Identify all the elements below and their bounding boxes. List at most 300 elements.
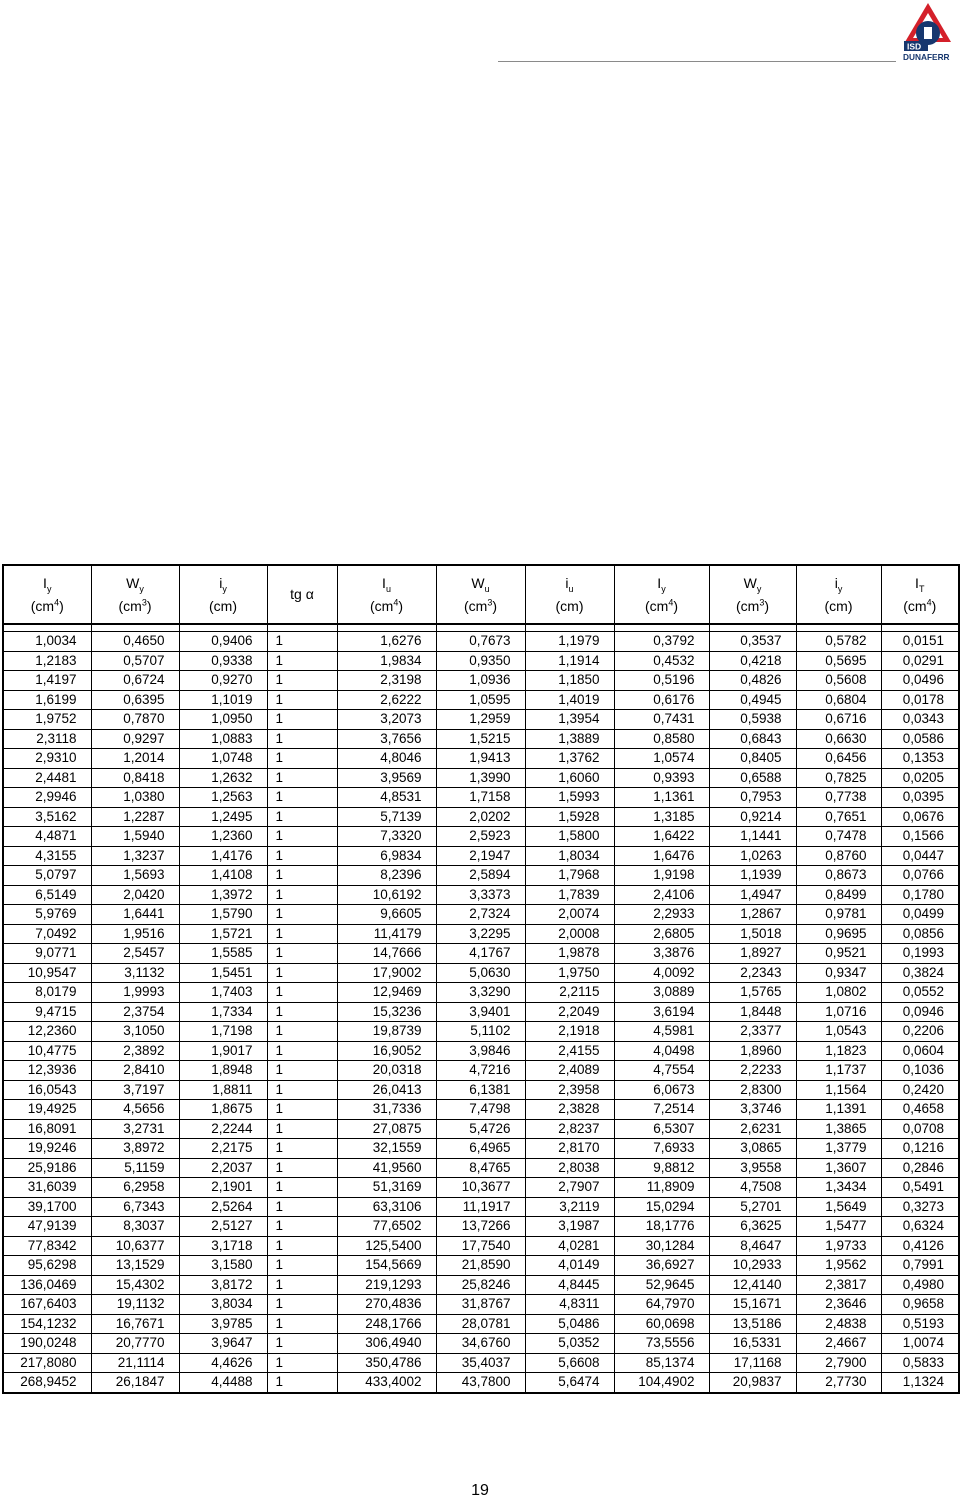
- table-row: [3, 749, 959, 769]
- table-cell: 2,5127: [179, 1217, 267, 1237]
- table-cell: 0,8673: [796, 866, 881, 886]
- table-cell: 1,9834: [337, 651, 436, 671]
- table-cell: 5,0797: [3, 866, 91, 886]
- table-cell: 1,1914: [525, 651, 614, 671]
- table-cell: 1: [267, 846, 337, 866]
- table-row: [3, 671, 959, 691]
- table-cell: 1: [267, 1334, 337, 1354]
- table-cell: 2,3754: [91, 1002, 179, 1022]
- table-row: [3, 1061, 959, 1081]
- table-cell: 1: [267, 1178, 337, 1198]
- table-cell: 0,0343: [881, 710, 959, 730]
- table-cell: 8,4647: [709, 1236, 796, 1256]
- table-cell: 1,6199: [3, 690, 91, 710]
- column-symbol: $I_T$: [915, 575, 925, 594]
- table-cell: 64,7970: [614, 1295, 709, 1315]
- table-cell: 10,2933: [709, 1256, 796, 1276]
- table-row: [3, 1295, 959, 1315]
- table-cell: 6,2958: [91, 1178, 179, 1198]
- column-symbol: $i_u$: [565, 575, 574, 594]
- table-row: [3, 1256, 959, 1276]
- table-row: [3, 924, 959, 944]
- table-cell: 19,1132: [91, 1295, 179, 1315]
- table-cell: 5,4726: [436, 1119, 525, 1139]
- table-cell: 5,9769: [3, 905, 91, 925]
- table-cell: 4,8046: [337, 749, 436, 769]
- table-cell: 12,2360: [3, 1022, 91, 1042]
- table-cell: 34,6760: [436, 1334, 525, 1354]
- table-cell: 2,2244: [179, 1119, 267, 1139]
- table-cell: 1,3185: [614, 807, 709, 827]
- table-cell: 1: [267, 1275, 337, 1295]
- column-header: [525, 565, 614, 624]
- table-cell: 350,4786: [337, 1353, 436, 1373]
- table-cell: 0,1353: [881, 749, 959, 769]
- table-cell: 2,4667: [796, 1334, 881, 1354]
- table-cell: 3,2295: [436, 924, 525, 944]
- table-cell: 2,4089: [525, 1061, 614, 1081]
- table-cell: 13,1529: [91, 1256, 179, 1276]
- table-row: [3, 1041, 959, 1061]
- column-unit: (cm): [209, 597, 237, 614]
- table-cell: 1,3889: [525, 729, 614, 749]
- table-cell: 5,6608: [525, 1353, 614, 1373]
- table-cell: 0,5938: [709, 710, 796, 730]
- table-cell: 2,7324: [436, 905, 525, 925]
- table-cell: 5,7139: [337, 807, 436, 827]
- table-cell: 3,8972: [91, 1139, 179, 1159]
- table-cell: 0,7825: [796, 768, 881, 788]
- table-cell: 1: [267, 827, 337, 847]
- table-cell: 0,9350: [436, 651, 525, 671]
- table-cell: 95,6298: [3, 1256, 91, 1276]
- table-cell: 1: [267, 1236, 337, 1256]
- table-cell: 0,9393: [614, 768, 709, 788]
- table-cell: 1: [267, 807, 337, 827]
- header-rule: [498, 61, 896, 62]
- table-row: [3, 905, 959, 925]
- table-cell: 154,1232: [3, 1314, 91, 1334]
- table-row: [3, 1100, 959, 1120]
- table-cell: 0,7431: [614, 710, 709, 730]
- table-cell: 3,9401: [436, 1002, 525, 1022]
- table-cell: 0,5833: [881, 1353, 959, 1373]
- table-cell: 0,5707: [91, 651, 179, 671]
- table-cell: 5,0486: [525, 1314, 614, 1334]
- table-cell: 0,0395: [881, 788, 959, 808]
- table-cell: 1,9516: [91, 924, 179, 944]
- table-cell: 15,1671: [709, 1295, 796, 1315]
- table-cell: 3,8034: [179, 1295, 267, 1315]
- table-cell: 0,6324: [881, 1217, 959, 1237]
- table-cell: 2,5457: [91, 944, 179, 964]
- table-cell: 1,3762: [525, 749, 614, 769]
- table-cell: 0,9781: [796, 905, 881, 925]
- table-cell: 19,9246: [3, 1139, 91, 1159]
- table-cell: 0,0291: [881, 651, 959, 671]
- table-cell: 3,6194: [614, 1002, 709, 1022]
- table-cell: 1: [267, 885, 337, 905]
- table-cell: 2,1918: [525, 1022, 614, 1042]
- table-cell: 0,7991: [881, 1256, 959, 1276]
- column-symbol: $W_y$: [743, 575, 762, 594]
- table-cell: 1,5018: [709, 924, 796, 944]
- table-cell: 1,2287: [91, 807, 179, 827]
- table-cell: 26,0413: [337, 1080, 436, 1100]
- table-cell: 167,6403: [3, 1295, 91, 1315]
- table-cell: 47,9139: [3, 1217, 91, 1237]
- table-cell: 1: [267, 729, 337, 749]
- table-cell: 6,1381: [436, 1080, 525, 1100]
- table-cell: 43,7800: [436, 1373, 525, 1393]
- table-cell: 4,4871: [3, 827, 91, 847]
- table-cell: 3,0865: [709, 1139, 796, 1159]
- logo-text-top: ISD: [907, 41, 922, 52]
- table-cell: 0,4980: [881, 1275, 959, 1295]
- table-cell: 17,9002: [337, 963, 436, 983]
- table-cell: 1,6422: [614, 827, 709, 847]
- table-cell: 7,2514: [614, 1100, 709, 1120]
- table-row: [3, 1373, 959, 1393]
- table-cell: 11,4179: [337, 924, 436, 944]
- table-cell: 4,8311: [525, 1295, 614, 1315]
- table-cell: 1,1823: [796, 1041, 881, 1061]
- table-cell: 4,7508: [709, 1178, 796, 1198]
- table-cell: 1,7403: [179, 983, 267, 1003]
- table-cell: 270,4836: [337, 1295, 436, 1315]
- table-cell: 18,1776: [614, 1217, 709, 1237]
- table-cell: 1,1324: [881, 1373, 959, 1393]
- table-cell: 1: [267, 1353, 337, 1373]
- table-cell: 12,3936: [3, 1061, 91, 1081]
- table-cell: 1,3779: [796, 1139, 881, 1159]
- table-cell: 4,8445: [525, 1275, 614, 1295]
- table-cell: 1,0802: [796, 983, 881, 1003]
- table-cell: 0,9521: [796, 944, 881, 964]
- table-cell: 13,7266: [436, 1217, 525, 1237]
- logo-text-bottom: DUNAFERR: [903, 52, 950, 62]
- column-symbol: $I_y$: [657, 575, 666, 594]
- table-cell: 0,4650: [91, 632, 179, 652]
- column-unit: $(cm^4)$: [369, 596, 403, 614]
- table-cell: 125,5400: [337, 1236, 436, 1256]
- table-cell: 0,9214: [709, 807, 796, 827]
- table-cell: 1,5477: [796, 1217, 881, 1237]
- table-cell: 1: [267, 1256, 337, 1276]
- table-cell: 8,3037: [91, 1217, 179, 1237]
- table-cell: 1: [267, 1158, 337, 1178]
- table-cell: 2,2343: [709, 963, 796, 983]
- table-cell: 0,0496: [881, 671, 959, 691]
- table-cell: 0,8760: [796, 846, 881, 866]
- table-cell: 154,5669: [337, 1256, 436, 1276]
- table-cell: 28,0781: [436, 1314, 525, 1334]
- table-cell: 1,8948: [179, 1061, 267, 1081]
- table-cell: 0,8405: [709, 749, 796, 769]
- table-cell: 0,4532: [614, 651, 709, 671]
- table-cell: 1,3237: [91, 846, 179, 866]
- table-cell: 1,5765: [709, 983, 796, 1003]
- table-row: [3, 983, 959, 1003]
- table-cell: 17,7540: [436, 1236, 525, 1256]
- table-cell: 27,0875: [337, 1119, 436, 1139]
- table-cell: 0,0946: [881, 1002, 959, 1022]
- table-cell: 1,1850: [525, 671, 614, 691]
- table-cell: 25,9186: [3, 1158, 91, 1178]
- table-cell: 4,7216: [436, 1061, 525, 1081]
- table-cell: 2,4481: [3, 768, 91, 788]
- table-cell: 1: [267, 1139, 337, 1159]
- column-header: [881, 565, 959, 624]
- table-cell: 1,2360: [179, 827, 267, 847]
- table-cell: 1: [267, 690, 337, 710]
- table-cell: 0,5695: [796, 651, 881, 671]
- table-cell: 1,3972: [179, 885, 267, 905]
- table-cell: 1: [267, 632, 337, 652]
- table-cell: 3,1050: [91, 1022, 179, 1042]
- table-cell: 2,9310: [3, 749, 91, 769]
- table-cell: 0,0676: [881, 807, 959, 827]
- column-unit: $(cm^4)$: [903, 596, 937, 614]
- table-cell: 1,0543: [796, 1022, 881, 1042]
- table-cell: 25,8246: [436, 1275, 525, 1295]
- table-cell: 21,8590: [436, 1256, 525, 1276]
- table-cell: 0,5196: [614, 671, 709, 691]
- table-cell: 1,2632: [179, 768, 267, 788]
- table-row: [3, 963, 959, 983]
- isd-dunaferr-logo-icon: [902, 2, 954, 62]
- table-cell: 4,0498: [614, 1041, 709, 1061]
- table-cell: 2,0202: [436, 807, 525, 827]
- table-cell: 1,6060: [525, 768, 614, 788]
- table-cell: 5,2701: [709, 1197, 796, 1217]
- table-cell: 0,0856: [881, 924, 959, 944]
- column-header: [267, 565, 337, 624]
- column-header: [3, 565, 91, 624]
- table-cell: 2,3118: [3, 729, 91, 749]
- table-cell: 104,4902: [614, 1373, 709, 1393]
- table-row: [3, 788, 959, 808]
- table-cell: 1: [267, 866, 337, 886]
- table-cell: 1: [267, 1314, 337, 1334]
- table-cell: 77,6502: [337, 1217, 436, 1237]
- table-cell: 2,3198: [337, 671, 436, 691]
- table-cell: 9,6605: [337, 905, 436, 925]
- table-cell: 0,6630: [796, 729, 881, 749]
- table-cell: 16,8091: [3, 1119, 91, 1139]
- table-cell: 1: [267, 1217, 337, 1237]
- table-cell: 0,7673: [436, 632, 525, 652]
- table-cell: 7,3320: [337, 827, 436, 847]
- table-cell: 1,9017: [179, 1041, 267, 1061]
- table-cell: 2,7900: [796, 1353, 881, 1373]
- table-cell: 2,9946: [3, 788, 91, 808]
- table-cell: 1: [267, 749, 337, 769]
- table-cell: 1: [267, 1119, 337, 1139]
- table-cell: 15,3236: [337, 1002, 436, 1022]
- table-cell: 4,0281: [525, 1236, 614, 1256]
- table-cell: 1: [267, 944, 337, 964]
- table-cell: 1,2183: [3, 651, 91, 671]
- table-cell: 1,6276: [337, 632, 436, 652]
- table-cell: 0,0586: [881, 729, 959, 749]
- table-cell: 4,5981: [614, 1022, 709, 1042]
- table-cell: 13,5186: [709, 1314, 796, 1334]
- table-row: [3, 1275, 959, 1295]
- table-cell: 2,5923: [436, 827, 525, 847]
- table-cell: 0,0604: [881, 1041, 959, 1061]
- column-header: [91, 565, 179, 624]
- table-cell: 1,1391: [796, 1100, 881, 1120]
- table-row: [3, 690, 959, 710]
- table-row: [3, 1353, 959, 1373]
- table-cell: 5,0630: [436, 963, 525, 983]
- table-cell: 2,7730: [796, 1373, 881, 1393]
- column-unit: (cm): [555, 597, 584, 614]
- table-cell: 5,1159: [91, 1158, 179, 1178]
- table-cell: 1,4197: [3, 671, 91, 691]
- table-cell: 3,9846: [436, 1041, 525, 1061]
- table-cell: 1,0936: [436, 671, 525, 691]
- table-cell: 15,0294: [614, 1197, 709, 1217]
- table-cell: 6,0673: [614, 1080, 709, 1100]
- table-cell: 10,6192: [337, 885, 436, 905]
- table-cell: 1: [267, 1002, 337, 1022]
- column-header: [796, 565, 881, 624]
- table-cell: 0,6724: [91, 671, 179, 691]
- table-cell: 1,4947: [709, 885, 796, 905]
- table-cell: 1: [267, 1295, 337, 1315]
- table-cell: 1,5800: [525, 827, 614, 847]
- table-row: [3, 729, 959, 749]
- table-cell: 1,0748: [179, 749, 267, 769]
- table-cell: 20,9837: [709, 1373, 796, 1393]
- table-cell: 1,8034: [525, 846, 614, 866]
- table-cell: 30,1284: [614, 1236, 709, 1256]
- table-cell: 16,5331: [709, 1334, 796, 1354]
- table-cell: 2,3958: [525, 1080, 614, 1100]
- table-cell: 0,0178: [881, 690, 959, 710]
- table-cell: 3,3373: [436, 885, 525, 905]
- table-cell: 0,9406: [179, 632, 267, 652]
- table-cell: 2,3828: [525, 1100, 614, 1120]
- column-symbol: tg α: [290, 586, 314, 603]
- table-row: [3, 807, 959, 827]
- table-cell: 16,9052: [337, 1041, 436, 1061]
- table-cell: 2,4106: [614, 885, 709, 905]
- table-cell: 0,8418: [91, 768, 179, 788]
- column-header: [337, 565, 436, 624]
- table-cell: 0,6456: [796, 749, 881, 769]
- table-cell: 1,5940: [91, 827, 179, 847]
- table-cell: 4,8531: [337, 788, 436, 808]
- table-cell: 6,5149: [3, 885, 91, 905]
- table-cell: 2,5264: [179, 1197, 267, 1217]
- table-cell: 3,7197: [91, 1080, 179, 1100]
- table-row: [3, 1002, 959, 1022]
- table-cell: 248,1766: [337, 1314, 436, 1334]
- table-row: [3, 632, 959, 652]
- column-unit: (cm): [824, 597, 853, 614]
- column-header: [709, 565, 796, 624]
- table-cell: 3,2731: [91, 1119, 179, 1139]
- table-cell: 1,0034: [3, 632, 91, 652]
- table-cell: 3,1987: [525, 1217, 614, 1237]
- table-cell: 0,6716: [796, 710, 881, 730]
- table-cell: 1: [267, 1197, 337, 1217]
- table-cell: 8,2396: [337, 866, 436, 886]
- table-cell: 1,0380: [91, 788, 179, 808]
- table-cell: 4,5656: [91, 1100, 179, 1120]
- table-row: [3, 1158, 959, 1178]
- table-cell: 2,1947: [436, 846, 525, 866]
- company-logo: [902, 2, 954, 62]
- table-cell: 1: [267, 671, 337, 691]
- table-row: [3, 885, 959, 905]
- table-cell: 3,1718: [179, 1236, 267, 1256]
- table-cell: 73,5556: [614, 1334, 709, 1354]
- table-row: [3, 866, 959, 886]
- table-cell: 0,9270: [179, 671, 267, 691]
- table-cell: 190,0248: [3, 1334, 91, 1354]
- table-cell: 7,0492: [3, 924, 91, 944]
- table-cell: 1,5721: [179, 924, 267, 944]
- column-header: [179, 565, 267, 624]
- table-cell: 12,9469: [337, 983, 436, 1003]
- table-cell: 1: [267, 1022, 337, 1042]
- column-unit: $(cm^3)$: [118, 596, 152, 614]
- table-cell: 1: [267, 1100, 337, 1120]
- table-cell: 11,1917: [436, 1197, 525, 1217]
- column-header: [614, 565, 709, 624]
- table-cell: 2,2115: [525, 983, 614, 1003]
- table-cell: 77,8342: [3, 1236, 91, 1256]
- table-cell: 31,6039: [3, 1178, 91, 1198]
- table-cell: 41,9560: [337, 1158, 436, 1178]
- table-cell: 63,3106: [337, 1197, 436, 1217]
- table-cell: 0,5782: [796, 632, 881, 652]
- table-cell: 11,8909: [614, 1178, 709, 1198]
- table-cell: 1,9752: [3, 710, 91, 730]
- table-cell: 1,1737: [796, 1061, 881, 1081]
- table-cell: 1: [267, 710, 337, 730]
- table-cell: 1,9562: [796, 1256, 881, 1276]
- table-cell: 1,5790: [179, 905, 267, 925]
- table-row: [3, 1217, 959, 1237]
- table-cell: 1,4108: [179, 866, 267, 886]
- table-cell: 0,7953: [709, 788, 796, 808]
- data-table: [2, 564, 960, 1394]
- table-cell: 0,6176: [614, 690, 709, 710]
- table-cell: 1,8927: [709, 944, 796, 964]
- table-cell: 2,4155: [525, 1041, 614, 1061]
- table-cell: 1,7839: [525, 885, 614, 905]
- table-cell: 0,3537: [709, 632, 796, 652]
- table-cell: 0,9338: [179, 651, 267, 671]
- table-cell: 1,0263: [709, 846, 796, 866]
- table-cell: 0,1566: [881, 827, 959, 847]
- table-cell: 0,4826: [709, 671, 796, 691]
- column-unit: $(cm^3)$: [463, 596, 497, 614]
- table-cell: 3,5162: [3, 807, 91, 827]
- column-symbol: $W_y$: [126, 575, 144, 594]
- page-number: 19: [471, 1482, 489, 1499]
- table-cell: 0,1036: [881, 1061, 959, 1081]
- table-cell: 217,8080: [3, 1353, 91, 1373]
- table-cell: 1,9733: [796, 1236, 881, 1256]
- table-cell: 1,0883: [179, 729, 267, 749]
- table-cell: 60,0698: [614, 1314, 709, 1334]
